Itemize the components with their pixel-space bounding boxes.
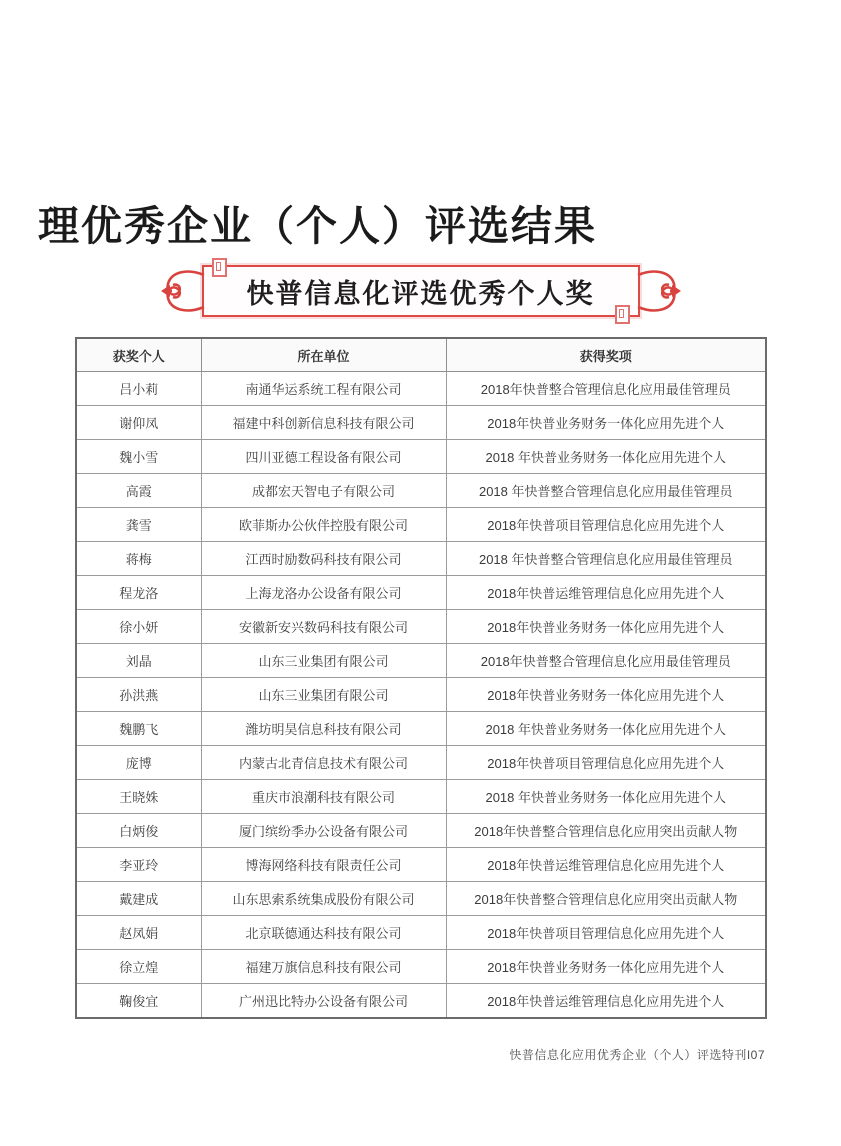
winner-name-cell: 戴建成	[76, 882, 201, 916]
award-cell: 2018 年快普业务财务一体化应用先进个人	[446, 712, 766, 746]
award-cell: 2018年快普整合管理信息化应用最佳管理员	[446, 372, 766, 406]
scroll-ornament-right-icon	[636, 262, 682, 320]
table-row	[76, 406, 766, 440]
company-cell: 福建中科创新信息科技有限公司	[201, 406, 446, 440]
table-row	[76, 440, 766, 474]
winner-name-cell: 吕小莉	[76, 372, 201, 406]
award-cell: 2018年快普业务财务一体化应用先进个人	[446, 610, 766, 644]
table-row	[76, 712, 766, 746]
company-cell: 山东思索系统集成股份有限公司	[201, 882, 446, 916]
award-cell: 2018年快普整合管理信息化应用最佳管理员	[446, 644, 766, 678]
winner-name-cell: 龚雪	[76, 508, 201, 542]
fret-corner-icon	[212, 258, 227, 277]
header-winner-name: 获奖个人	[76, 338, 201, 372]
award-cell: 2018年快普项目管理信息化应用先进个人	[446, 916, 766, 950]
winner-name-cell: 李亚玲	[76, 848, 201, 882]
winner-name-cell: 蒋梅	[76, 542, 201, 576]
award-cell: 2018年快普业务财务一体化应用先进个人	[446, 678, 766, 712]
header-row	[76, 338, 766, 372]
company-cell: 欧菲斯办公伙伴控股有限公司	[201, 508, 446, 542]
table-row	[76, 984, 766, 1019]
company-cell: 博海网络科技有限责任公司	[201, 848, 446, 882]
award-cell: 2018年快普整合管理信息化应用突出贡献人物	[446, 814, 766, 848]
company-cell: 北京联德通达科技有限公司	[201, 916, 446, 950]
company-cell: 潍坊明昊信息科技有限公司	[201, 712, 446, 746]
award-cell: 2018年快普业务财务一体化应用先进个人	[446, 950, 766, 984]
awards-table	[75, 337, 767, 1019]
winner-name-cell: 王晓姝	[76, 780, 201, 814]
winner-name-cell: 庞博	[76, 746, 201, 780]
table-row	[76, 508, 766, 542]
winner-name-cell: 魏鹏飞	[76, 712, 201, 746]
table-row	[76, 372, 766, 406]
company-cell: 江西时励数码科技有限公司	[201, 542, 446, 576]
winner-name-cell: 程龙洛	[76, 576, 201, 610]
awards-table-body	[76, 372, 766, 1019]
winner-name-cell: 刘晶	[76, 644, 201, 678]
award-cell: 2018 年快普业务财务一体化应用先进个人	[446, 440, 766, 474]
banner-label: 快普信息化评选优秀个人奖	[246, 278, 595, 309]
company-cell: 福建万旗信息科技有限公司	[201, 950, 446, 984]
table-row	[76, 610, 766, 644]
winner-name-cell: 鞠俊宜	[76, 984, 201, 1019]
award-cell: 2018 年快普业务财务一体化应用先进个人	[446, 780, 766, 814]
award-cell: 2018年快普项目管理信息化应用先进个人	[446, 508, 766, 542]
winner-name-cell: 徐立煌	[76, 950, 201, 984]
fret-corner-icon	[615, 305, 630, 324]
award-cell: 2018年快普项目管理信息化应用先进个人	[446, 746, 766, 780]
company-cell: 成都宏天智电子有限公司	[201, 474, 446, 508]
table-row	[76, 746, 766, 780]
page-title: 理优秀企业（个人）评选结果	[38, 203, 597, 250]
award-cell: 2018年快普运维管理信息化应用先进个人	[446, 848, 766, 882]
awards-table-header	[76, 338, 766, 372]
award-cell: 2018年快普运维管理信息化应用先进个人	[446, 576, 766, 610]
table-row	[76, 848, 766, 882]
table-row	[76, 678, 766, 712]
winner-name-cell: 赵凤娟	[76, 916, 201, 950]
table-row	[76, 780, 766, 814]
table-row	[76, 916, 766, 950]
award-cell: 2018 年快普整合管理信息化应用最佳管理员	[446, 542, 766, 576]
award-cell: 2018年快普业务财务一体化应用先进个人	[446, 406, 766, 440]
page-footer-text: 快普信息化应用优秀企业（个人）评选特刊I07	[509, 1048, 765, 1062]
winner-name-cell: 高霞	[76, 474, 201, 508]
header-company: 所在单位	[201, 338, 446, 372]
table-row	[76, 814, 766, 848]
company-cell: 安徽新安兴数码科技有限公司	[201, 610, 446, 644]
company-cell: 重庆市浪潮科技有限公司	[201, 780, 446, 814]
table-row	[76, 542, 766, 576]
company-cell: 山东三业集团有限公司	[201, 678, 446, 712]
company-cell: 广州迅比特办公设备有限公司	[201, 984, 446, 1019]
table-row	[76, 576, 766, 610]
winner-name-cell: 孙洪燕	[76, 678, 201, 712]
table-row	[76, 474, 766, 508]
table-row	[76, 882, 766, 916]
award-cell: 2018年快普运维管理信息化应用先进个人	[446, 984, 766, 1019]
award-banner	[202, 265, 640, 317]
winner-name-cell: 谢仰凤	[76, 406, 201, 440]
award-cell: 2018年快普整合管理信息化应用突出贡献人物	[446, 882, 766, 916]
company-cell: 南通华运系统工程有限公司	[201, 372, 446, 406]
scroll-ornament-left-icon	[160, 262, 206, 320]
winner-name-cell: 徐小妍	[76, 610, 201, 644]
company-cell: 山东三业集团有限公司	[201, 644, 446, 678]
header-award: 获得奖项	[446, 338, 766, 372]
award-cell: 2018 年快普整合管理信息化应用最佳管理员	[446, 474, 766, 508]
company-cell: 四川亚德工程设备有限公司	[201, 440, 446, 474]
winner-name-cell: 白炳俊	[76, 814, 201, 848]
company-cell: 内蒙古北青信息技术有限公司	[201, 746, 446, 780]
company-cell: 上海龙洛办公设备有限公司	[201, 576, 446, 610]
table-row	[76, 950, 766, 984]
table-row	[76, 644, 766, 678]
company-cell: 厦门缤纷季办公设备有限公司	[201, 814, 446, 848]
winner-name-cell: 魏小雪	[76, 440, 201, 474]
award-banner-frame	[202, 265, 640, 317]
